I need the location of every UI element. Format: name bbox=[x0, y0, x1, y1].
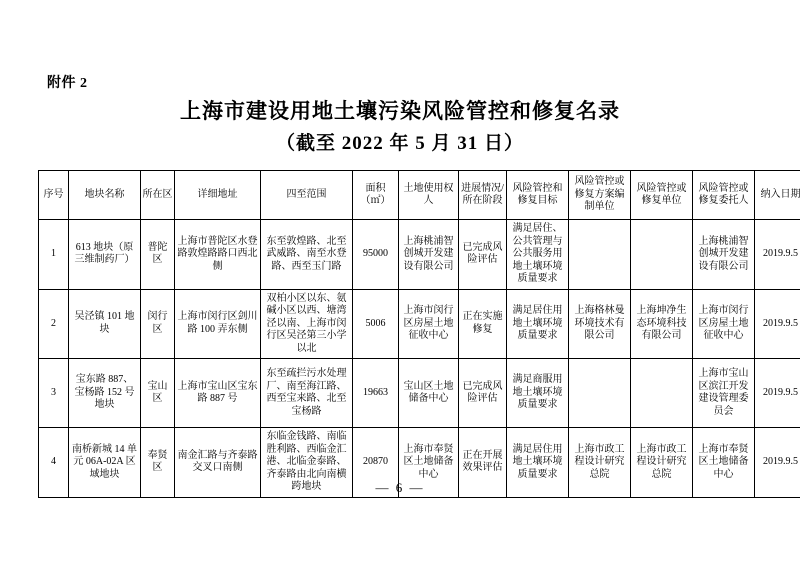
cell-range: 双柏小区以东、氨碱小区以西、塘湾泾以南、上海市闵行区吴泾第三小学以北 bbox=[261, 289, 353, 359]
page-title: 上海市建设用地土壤污染风险管控和修复名录 bbox=[180, 99, 620, 123]
cell-repair-unit: 上海坤净生态环境科技有限公司 bbox=[631, 289, 693, 359]
cell-entrust: 上海市闵行区房屋土地征收中心 bbox=[693, 289, 755, 359]
cell-seq: 2 bbox=[39, 289, 69, 359]
cell-stage: 已完成风险评估 bbox=[459, 359, 507, 428]
cell-range: 东至敦煌路、北至武威路、南至水登路、西至玉门路 bbox=[261, 220, 353, 290]
header-address: 详细地址 bbox=[175, 171, 261, 220]
cell-seq: 3 bbox=[39, 359, 69, 428]
header-area-label: 面积 bbox=[365, 182, 386, 194]
cell-name: 吴泾镇 101 地块 bbox=[69, 289, 141, 359]
cell-goal: 满足商服用地土壤环境质量要求 bbox=[507, 359, 569, 428]
cell-goal: 满足居住、公共管理与公共服务用地土壤环境质量要求 bbox=[507, 220, 569, 290]
cell-stage: 已完成风险评估 bbox=[459, 220, 507, 290]
cell-plan-unit bbox=[569, 359, 631, 428]
cell-area: 95000 bbox=[353, 220, 399, 290]
cell-district: 闵行区 bbox=[141, 289, 175, 359]
table-body bbox=[39, 220, 800, 498]
cell-stage: 正在开展效果评估 bbox=[459, 428, 507, 498]
cell-address: 上海市宝山区宝东路 887 号 bbox=[175, 359, 261, 428]
page-number: — 6 — bbox=[375, 480, 425, 495]
table-header-row bbox=[39, 171, 800, 220]
cell-entrust: 上海市宝山区滨江开发建设管理委员会 bbox=[693, 359, 755, 428]
cell-rights: 宝山区土地储备中心 bbox=[399, 359, 459, 428]
header-repair-unit: 风险管控或修复单位 bbox=[631, 171, 693, 220]
header-name: 地块名称 bbox=[69, 171, 141, 220]
cell-name: 613 地块（原三维制药厂） bbox=[69, 220, 141, 290]
registry-table-container bbox=[38, 170, 800, 498]
cell-district: 宝山区 bbox=[141, 359, 175, 428]
cell-seq: 4 bbox=[39, 428, 69, 498]
cell-repair-unit: 上海市政工程设计研究总院 bbox=[631, 428, 693, 498]
table-row bbox=[39, 289, 800, 359]
header-area bbox=[353, 171, 399, 220]
cell-plan-unit: 上海市政工程设计研究总院 bbox=[569, 428, 631, 498]
header-seq: 序号 bbox=[39, 171, 69, 220]
cell-stage: 正在实施修复 bbox=[459, 289, 507, 359]
cell-rights: 上海市闵行区房屋土地征收中心 bbox=[399, 289, 459, 359]
cell-goal: 满足居住用地土壤环境质量要求 bbox=[507, 428, 569, 498]
cell-rights: 上海桃浦智创城开发建设有限公司 bbox=[399, 220, 459, 290]
page-subtitle: （截至 2022 年 5 月 31 日） bbox=[275, 133, 524, 154]
cell-area: 20870 bbox=[353, 428, 399, 498]
cell-address: 上海市闵行区剑川路 100 弄东侧 bbox=[175, 289, 261, 359]
cell-rights: 上海市奉贤区土地储备中心 bbox=[399, 428, 459, 498]
cell-date: 2019.9.5 bbox=[755, 428, 800, 498]
header-range: 四至范围 bbox=[261, 171, 353, 220]
header-date: 纳入日期 bbox=[755, 171, 800, 220]
cell-area: 5006 bbox=[353, 289, 399, 359]
table-row bbox=[39, 359, 800, 428]
cell-address: 南金汇路与齐泰路交叉口南侧 bbox=[175, 428, 261, 498]
cell-address: 上海市普陀区水登路敦煌路路口西北侧 bbox=[175, 220, 261, 290]
cell-entrust: 上海桃浦智创城开发建设有限公司 bbox=[693, 220, 755, 290]
cell-repair-unit bbox=[631, 359, 693, 428]
cell-seq: 1 bbox=[39, 220, 69, 290]
cell-date: 2019.9.5 bbox=[755, 220, 800, 290]
cell-date: 2019.9.5 bbox=[755, 289, 800, 359]
header-district: 所在区 bbox=[141, 171, 175, 220]
cell-entrust: 上海市奉贤区土地储备中心 bbox=[693, 428, 755, 498]
cell-date: 2019.9.5 bbox=[755, 359, 800, 428]
cell-goal: 满足居住用地土壤环境质量要求 bbox=[507, 289, 569, 359]
cell-repair-unit bbox=[631, 220, 693, 290]
attachment-label: 附件 2 bbox=[47, 76, 88, 91]
registry-table bbox=[38, 170, 800, 498]
header-plan-unit: 风险管控或修复方案编制单位 bbox=[569, 171, 631, 220]
cell-range: 东临金钱路、南临胜利路、西临金汇港、北临金泰路、齐泰路由北向南横跨地块 bbox=[261, 428, 353, 498]
cell-name: 宝东路 887、宝杨路 152 号地块 bbox=[69, 359, 141, 428]
table-row bbox=[39, 220, 800, 290]
header-goal: 风险管控和修复目标 bbox=[507, 171, 569, 220]
header-rights: 土地使用权人 bbox=[399, 171, 459, 220]
cell-district: 普陀区 bbox=[141, 220, 175, 290]
cell-name: 南桥新城 14 单元 06A-02A 区域地块 bbox=[69, 428, 141, 498]
cell-district: 奉贤区 bbox=[141, 428, 175, 498]
header-entrust: 风险管控或修复委托人 bbox=[693, 171, 755, 220]
cell-area: 19663 bbox=[353, 359, 399, 428]
header-area-unit: （㎡） bbox=[360, 195, 391, 206]
header-stage: 进展情况/所在阶段 bbox=[459, 171, 507, 220]
cell-range: 东至疏拦污水处理厂、南至海江路、西至宝来路、北至宝杨路 bbox=[261, 359, 353, 428]
cell-plan-unit: 上海格林曼环境技术有限公司 bbox=[569, 289, 631, 359]
cell-plan-unit bbox=[569, 220, 631, 290]
